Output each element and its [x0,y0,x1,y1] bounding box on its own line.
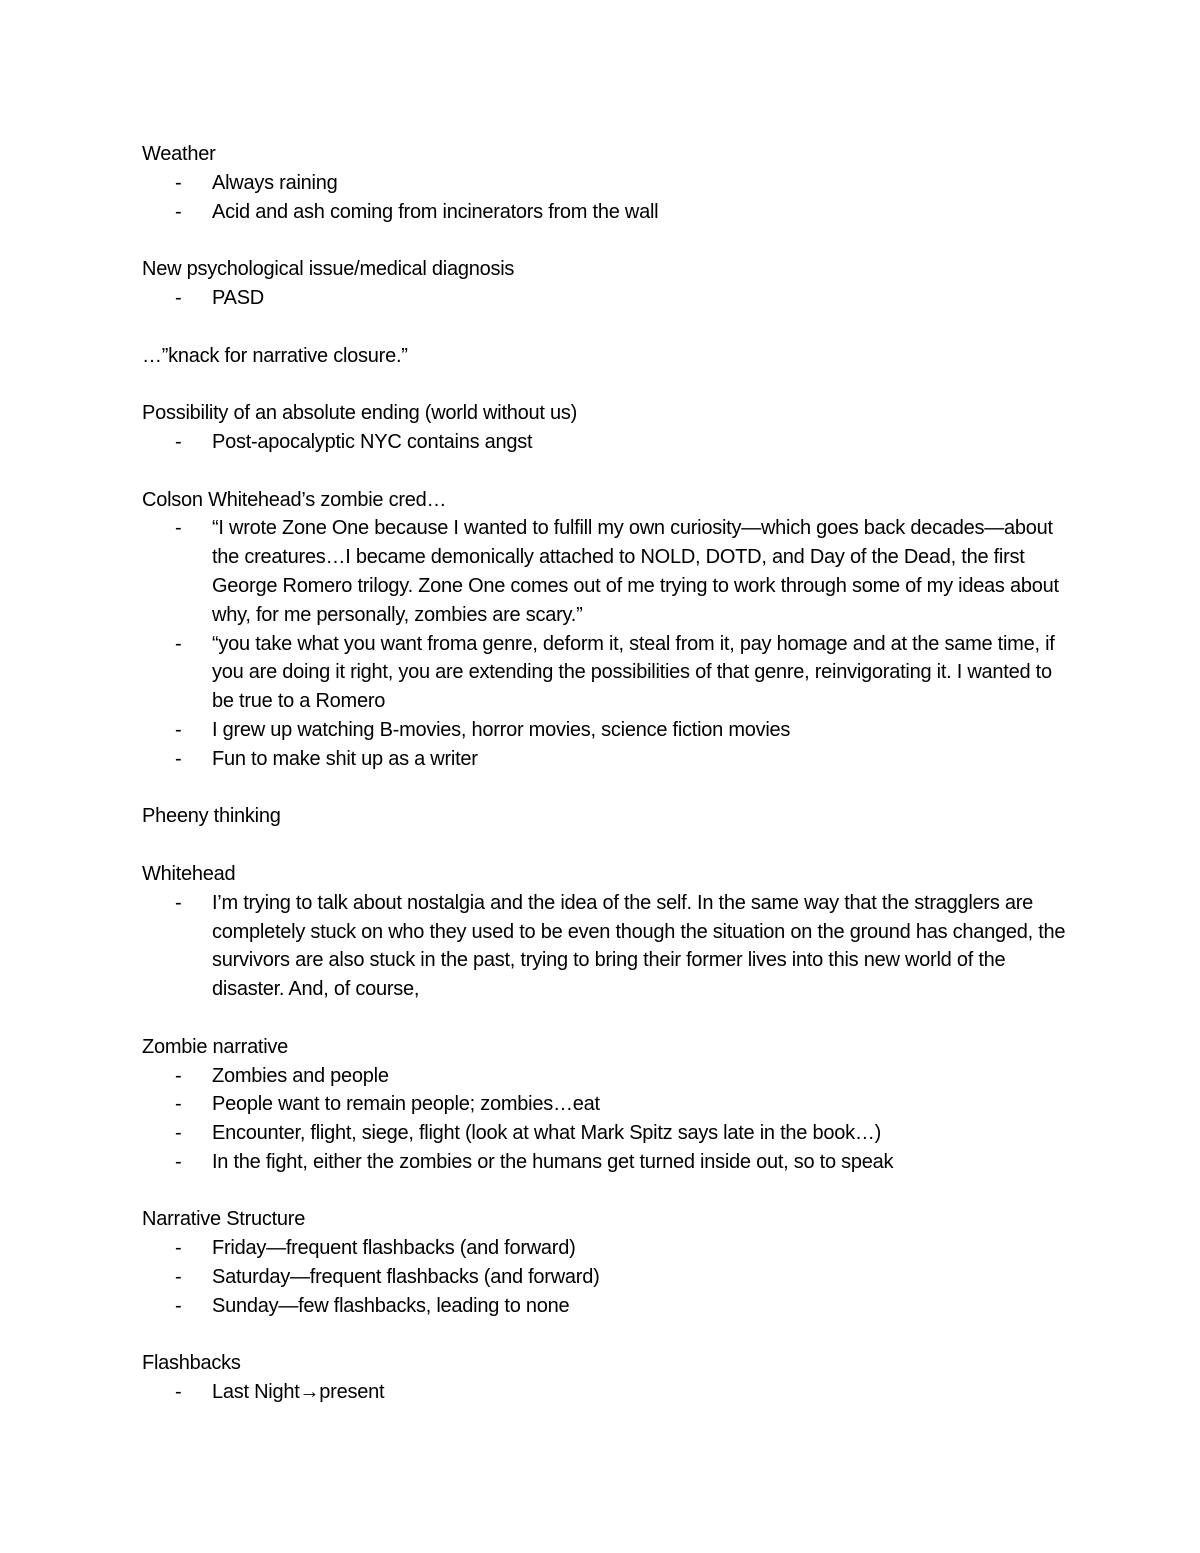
note-section [142,860,1072,1004]
bullet-dash: - [175,747,182,770]
bullet-text: PASD [212,286,264,309]
list-item [142,1119,1072,1148]
bullet-dash: - [175,200,182,223]
bullet-dash: - [175,632,182,655]
bullet-text: “you take what you want froma genre, deform it, steal from it, pay homage and at the same time, if you are doing it right, you are extending the possibilities of that genre, reinvigorating it. I wanted to be true to a Romero [212,632,1055,713]
note-section [142,342,1072,371]
note-section [142,1349,1072,1407]
document-body [142,140,1072,1436]
bullet-text: Saturday—frequent flashbacks (and forward) [212,1266,600,1289]
bullet-text: I grew up watching B-movies, horror movies, science fiction movies [212,718,791,741]
section-heading: Colson Whitehead’s zombie cred… [142,488,447,511]
bullet-dash: - [175,1294,182,1317]
list-item [142,198,1072,227]
bullet-text: Last Night→present [212,1381,385,1404]
section-heading: …”knack for narrative closure.” [142,344,408,367]
bullet-text: Fun to make shit up as a writer [212,747,478,770]
note-section [142,486,1072,774]
bullet-dash: - [175,1093,182,1116]
bullet-list [142,169,1072,227]
section-heading: Possibility of an absolute ending (world without us) [142,402,578,425]
list-item [142,889,1072,1004]
list-item [142,284,1072,313]
bullet-dash: - [175,171,182,194]
bullet-dash: - [175,1122,182,1145]
bullet-dash: - [175,517,182,540]
bullet-list [142,1234,1072,1320]
bullet-dash: - [175,1064,182,1087]
section-heading: Narrative Structure [142,1208,306,1231]
bullet-dash: - [175,1381,182,1404]
bullet-dash: - [175,891,182,914]
list-item [142,1263,1072,1292]
bullet-dash: - [175,430,182,453]
bullet-list [142,514,1072,773]
bullet-text: “I wrote Zone One because I wanted to fulfill my own curiosity—which goes back decades—about the creatures…I became demonically attached to NOLD, DOTD, and Day of the Dead, the first George Romero trilogy. Zone One comes out of me trying to work through some of my ideas about why, for me personally, zombies are scary.” [212,517,1059,626]
bullet-dash: - [175,1150,182,1173]
note-section [142,1205,1072,1320]
note-section [142,1033,1072,1177]
section-heading: Weather [142,143,216,165]
list-item [142,169,1072,198]
list-item [142,630,1072,716]
bullet-text: Always raining [212,171,338,194]
note-section [142,399,1072,457]
list-item [142,514,1072,629]
bullet-list [142,428,1072,457]
bullet-list [142,1378,1072,1407]
list-item [142,428,1072,457]
list-item [142,716,1072,745]
list-item [142,1378,1072,1407]
bullet-dash: - [175,286,182,309]
section-heading: Zombie narrative [142,1035,289,1058]
list-item [142,1148,1072,1177]
section-heading: Flashbacks [142,1352,241,1375]
bullet-text: Friday—frequent flashbacks (and forward) [212,1237,576,1260]
bullet-dash: - [175,1237,182,1260]
list-item [142,1062,1072,1091]
bullet-list [142,1062,1072,1177]
note-section [142,140,1072,226]
bullet-text: I’m trying to talk about nostalgia and the idea of the self. In the same way that the stragglers are completely stuck on who they used to be even though the situation on the ground has changed, the survivors are also stuck in the past, trying to bring their former lives into this new world of the disaster. And, of course, [212,891,1066,1001]
bullet-text: Sunday—few flashbacks, leading to none [212,1294,570,1317]
bullet-dash: - [175,1266,182,1289]
bullet-list [142,284,1072,313]
list-item [142,1292,1072,1321]
bullet-text: Post-apocalyptic NYC contains angst [212,430,533,453]
note-section [142,802,1072,831]
bullet-text: In the fight, either the zombies or the humans get turned inside out, so to speak [212,1150,894,1173]
list-item [142,1090,1072,1119]
note-section [142,255,1072,313]
bullet-text: Acid and ash coming from incinerators from the wall [212,200,659,223]
bullet-text: Zombies and people [212,1064,389,1087]
bullet-text: Encounter, flight, siege, flight (look at what Mark Spitz says late in the book…) [212,1122,881,1145]
section-heading: New psychological issue/medical diagnosis [142,258,515,281]
section-heading: Pheeny thinking [142,805,281,828]
list-item [142,745,1072,774]
bullet-text: People want to remain people; zombies…eat [212,1093,600,1116]
section-heading: Whitehead [142,862,236,885]
bullet-dash: - [175,718,182,741]
list-item [142,1234,1072,1263]
bullet-list [142,889,1072,1004]
